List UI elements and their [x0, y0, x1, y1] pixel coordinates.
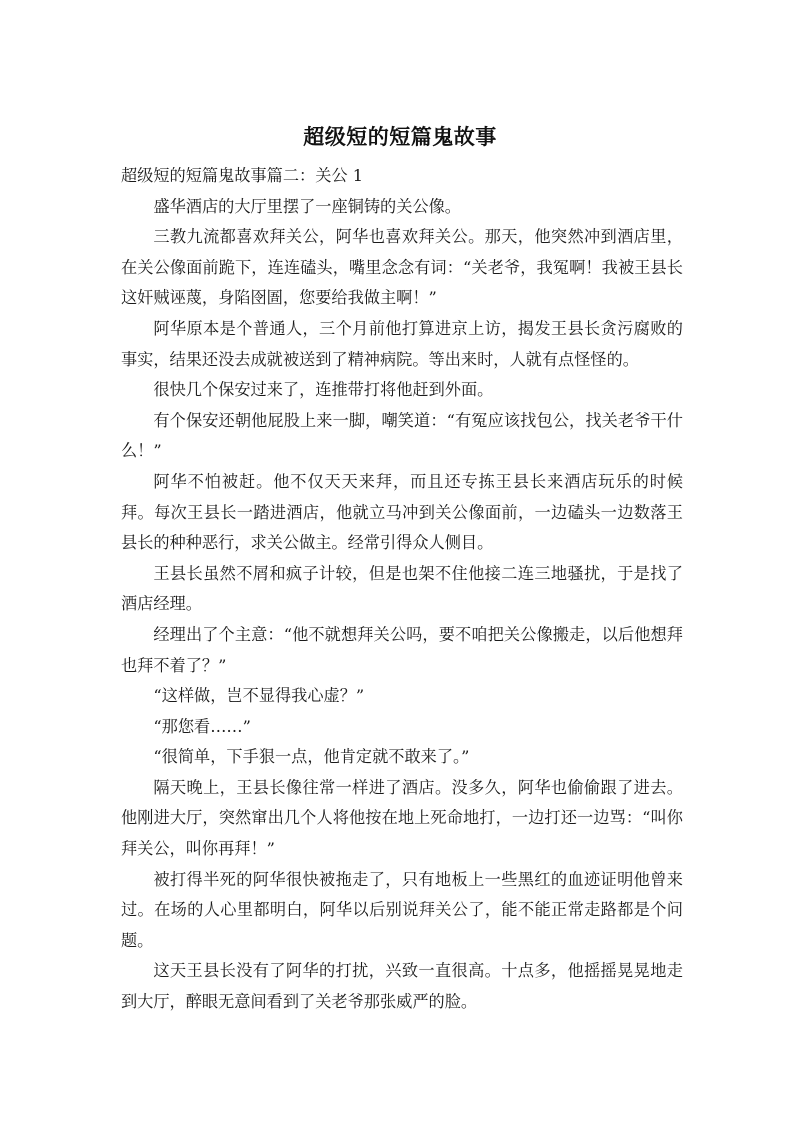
paragraph: 这天王县长没有了阿华的打扰，兴致一直很高。十点多，他摇摇晃晃地走到大厅，醉眼无意间看到了关老爷那张威严的脸。: [121, 961, 683, 1012]
paragraph: 阿华原本是个普通人，三个月前他打算进京上访，揭发王县长贪污腐败的事实，结果还没去成就被送到了精神病院。等出来时，人就有点怪怪的。: [121, 318, 683, 369]
paragraph: 隔天晚上，王县长像往常一样进了酒店。没多久，阿华也偷偷跟了进去。他刚进大厅，突然窜出几个人将他按在地上死命地打，一边打还一边骂：“叫你拜关公，叫你再拜！”: [121, 777, 683, 859]
paragraph: 阿华不怕被赶。他不仅天天来拜，而且还专拣王县长来酒店玩乐的时候拜。每次王县长一踏进酒店，他就立马冲到关公像面前，一边磕头一边数落王县长的种种恶行，求关公做主。经常引得众人侧目。: [121, 471, 683, 553]
paragraph: 很快几个保安过来了，连推带打将他赶到外面。: [153, 380, 494, 400]
document-body: [121, 161, 683, 1018]
paragraph: 有个保安还朝他屁股上来一脚，嘲笑道：“有冤应该找包公，找关老爷干什么！”: [121, 410, 683, 461]
paragraph: 三教九流都喜欢拜关公，阿华也喜欢拜关公。那天，他突然冲到酒店里，在关公像面前跪下，连连磕头，嘴里念念有词：“关老爷，我冤啊！我被王县长这奸贼诬蔑，身陷囹圄，您要给我做主啊！”: [121, 227, 683, 308]
paragraph: “这样做，岂不显得我心虚？”: [153, 686, 365, 706]
paragraph: 被打得半死的阿华很快被拖走了，只有地板上一些黑红的血迹证明他曾来过。在场的人心里都明白，阿华以后别说拜关公了，能不能正常走路都是个问题。: [121, 869, 683, 950]
paragraph: “那您看……”: [153, 716, 251, 736]
paragraph: 盛华酒店的大厅里摆了一座铜铸的关公像。: [153, 196, 461, 216]
paragraph: “很简单，下手狠一点，他肯定就不敢来了。”: [153, 747, 470, 767]
section-subtitle: 超级短的短篇鬼故事篇二：关公 1: [121, 166, 364, 185]
paragraph: 王县长虽然不屑和疯子计较，但是也架不住他接二连三地骚扰，于是找了酒店经理。: [121, 563, 683, 614]
paragraph: 经理出了个主意：“他不就想拜关公吗，要不咱把关公像搬走，以后他想拜也拜不着了？”: [121, 624, 683, 675]
document-title: 超级短的短篇鬼故事: [303, 125, 497, 149]
